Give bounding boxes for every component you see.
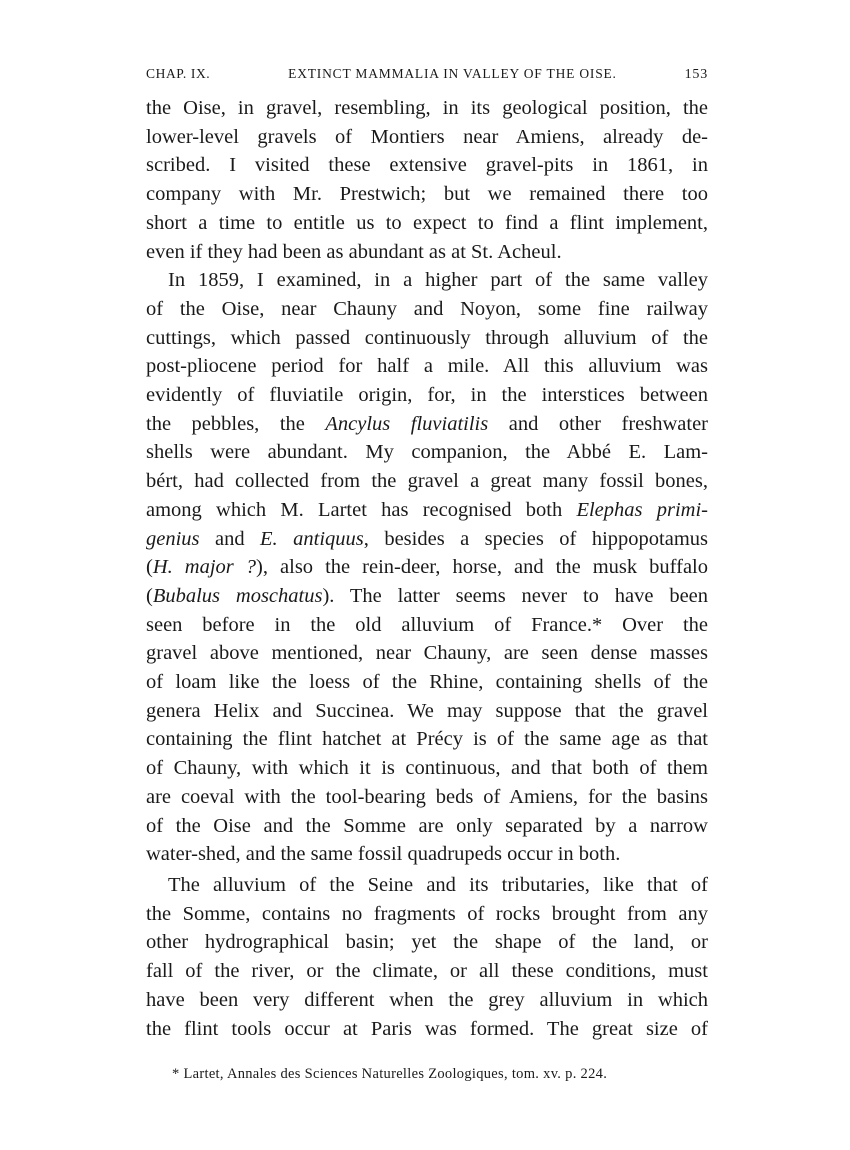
text-line [146, 986, 708, 1015]
text-line [146, 180, 708, 209]
text-run: scribed. I visited these extensive gravel-pits in 1861, in [146, 154, 708, 177]
text-line [146, 438, 708, 467]
text-run: have been very different when the grey alluvium in which [146, 988, 708, 1011]
text-run: In 1859, I examined, in a higher part of the same valley [168, 269, 708, 292]
text-run: containing the flint hatchet at Précy is of the same age as that [146, 728, 708, 751]
text-run: gravel above mentioned, near Chauny, are seen dense masses [146, 642, 708, 665]
text-run: the flint tools occur at Paris was formed. The great size of [146, 1017, 708, 1040]
text-line [146, 582, 708, 611]
body-text [146, 94, 708, 1043]
text-run: water-shed, and the same fossil quadrupeds occur in both. [146, 843, 621, 866]
text-line [146, 668, 708, 697]
text-line [146, 957, 708, 986]
text-line [146, 697, 708, 726]
text-run: and [199, 527, 261, 550]
text-line [146, 611, 708, 640]
text-line [146, 900, 708, 929]
text-run: fall of the river, or the climate, or all these conditions, must [146, 960, 708, 983]
page-number: 153 [684, 67, 708, 82]
text-run: seen before in the old alluvium of France.* Over the [146, 613, 708, 636]
text-line [146, 812, 708, 841]
italic-text: Ancylus fluviatilis [325, 412, 489, 435]
text-line [146, 123, 708, 152]
text-run: , besides a species of hippopotamus [363, 527, 708, 550]
text-line [146, 754, 708, 783]
text-line [146, 525, 708, 554]
text-line [146, 151, 708, 180]
italic-text: H. major ? [152, 556, 257, 579]
text-line [146, 639, 708, 668]
running-title: EXTINCT MAMMALIA IN VALLEY OF THE OISE. [288, 66, 617, 81]
text-line [146, 871, 708, 900]
text-run: ). The latter seems never to have been [322, 584, 709, 607]
text-line [146, 928, 708, 957]
text-line [146, 496, 708, 525]
text-run: are coeval with the tool-bearing beds of Amiens, for the basins [146, 785, 708, 808]
text-run: genera Helix and Succinea. We may suppose that the gravel [146, 699, 708, 722]
text-run: company with Mr. Prestwich; but we remained there too [146, 183, 708, 206]
text-run: shells were abundant. My companion, the Abbé E. Lam- [146, 441, 708, 464]
text-run: the Oise, in gravel, resembling, in its geological position, the [146, 97, 708, 119]
italic-text: Bubalus moschatus [152, 584, 323, 607]
text-run: the Somme, contains no fragments of rocks brought from any [146, 902, 708, 925]
text-run: even if they had been as abundant as at St. Acheul. [146, 240, 562, 263]
text-run: ), also the rein-deer, horse, and the musk buffalo [256, 556, 708, 579]
text-line [146, 410, 708, 439]
text-line [146, 238, 708, 267]
text-run: the pebbles, the [146, 412, 326, 435]
text-run: other hydrographical basin; yet the shape of the land, or [146, 931, 708, 954]
text-line [146, 783, 708, 812]
italic-text: genius [146, 527, 200, 550]
text-line [146, 725, 708, 754]
text-run: ( [146, 584, 153, 607]
footnote: * Lartet, Annales des Sciences Naturelles Zoologiques, tom. xv. p. 224. [172, 1066, 608, 1082]
text-run: cuttings, which passed continuously through alluvium of the [146, 326, 708, 349]
text-run: of loam like the loess of the Rhine, containing shells of the [146, 671, 708, 694]
text-run: ( [146, 556, 153, 579]
text-line [146, 467, 708, 496]
text-line [146, 553, 708, 582]
italic-text: Elephas primi- [576, 498, 708, 521]
book-page [146, 62, 708, 1043]
text-run: and other freshwater [488, 412, 708, 435]
text-line [146, 1015, 708, 1044]
text-run: lower-level gravels of Montiers near Amiens, already de- [146, 125, 708, 148]
italic-text: E. antiquus [260, 527, 364, 550]
text-line [146, 352, 708, 381]
text-run: short a time to entitle us to expect to find a flint implement, [146, 211, 708, 234]
running-head [146, 62, 708, 86]
text-run: of Chauny, with which it is continuous, and that both of them [146, 757, 708, 780]
text-line [146, 209, 708, 238]
text-line [146, 295, 708, 324]
chapter-label: CHAP. IX. [146, 66, 211, 81]
text-line [146, 840, 708, 869]
text-run: of the Oise and the Somme are only separated by a narrow [146, 814, 708, 837]
text-line [146, 266, 708, 295]
text-run: bért, had collected from the gravel a great many fossil bones, [146, 470, 708, 493]
text-line [146, 324, 708, 353]
text-run: post-pliocene period for half a mile. All this alluvium was [146, 355, 708, 378]
text-run: The alluvium of the Seine and its tributaries, like that of [168, 873, 708, 896]
text-run: among which M. Lartet has recognised both [146, 498, 577, 521]
text-run: of the Oise, near Chauny and Noyon, some fine railway [146, 297, 708, 320]
text-line [146, 94, 708, 123]
text-line [146, 381, 708, 410]
text-run: evidently of fluviatile origin, for, in the interstices between [146, 384, 708, 407]
